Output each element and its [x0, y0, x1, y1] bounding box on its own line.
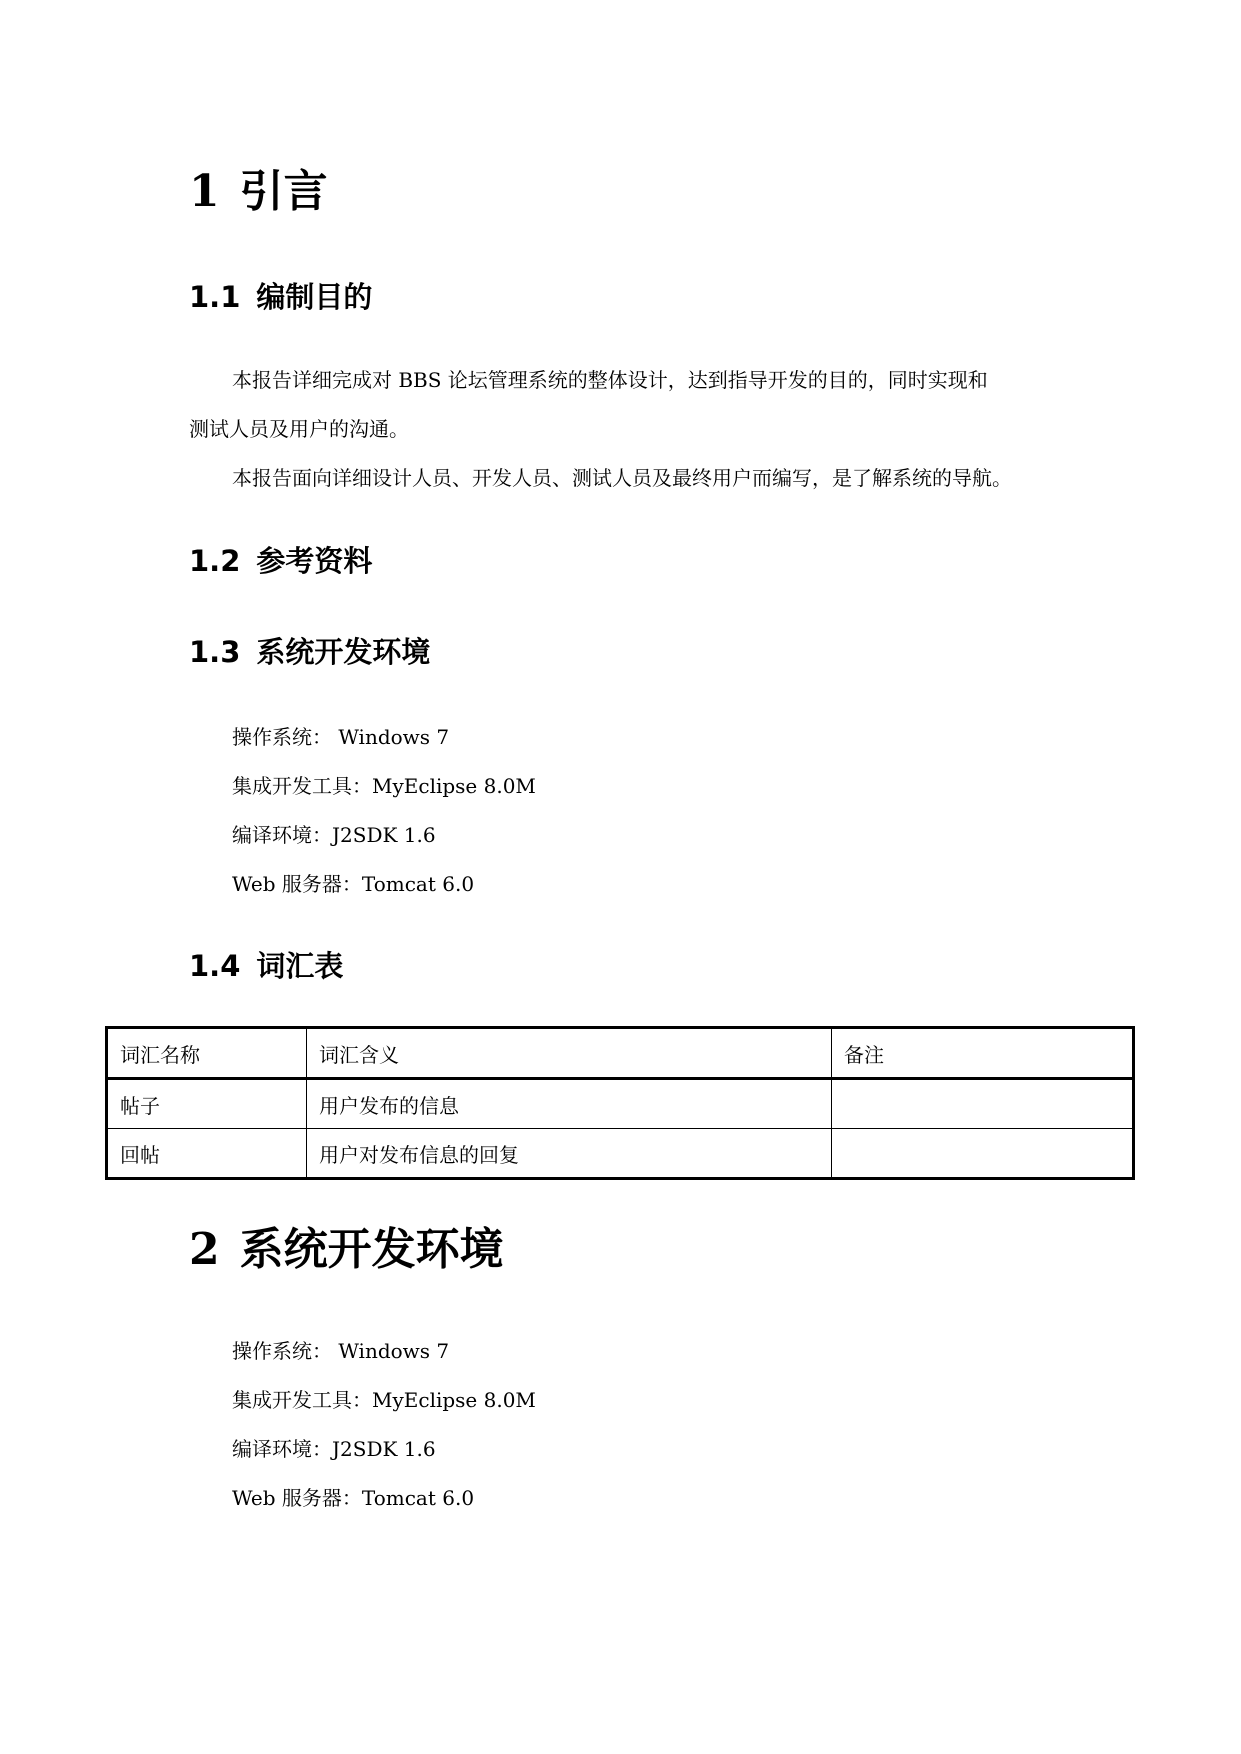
glossary-cell-term: 帖子	[107, 1079, 307, 1129]
purpose-paragraph-2: 本报告面向详细设计人员、开发人员、测试人员及最终用户而编写，是了解系统的导航。	[232, 466, 1012, 490]
table-row	[107, 1129, 1134, 1179]
section-1-4-title: 词汇表	[256, 949, 344, 983]
env-1-3-os: 操作系统： Windows 7	[232, 725, 450, 749]
section-2-number: 2	[189, 1224, 220, 1275]
section-1-1-number: 1.1	[189, 280, 241, 314]
purpose-paragraph-1-line-2: 测试人员及用户的沟通。	[189, 417, 409, 441]
section-1-3-title: 系统开发环境	[256, 635, 431, 669]
env-2-os: 操作系统： Windows 7	[232, 1339, 450, 1363]
section-1-1-title: 编制目的	[256, 280, 373, 314]
section-1-heading	[189, 166, 328, 217]
env-2-ide: 集成开发工具：MyEclipse 8.0M	[232, 1388, 536, 1412]
glossary-cell-term: 回帖	[107, 1129, 307, 1179]
section-1-4-number: 1.4	[189, 949, 241, 983]
glossary-header-row	[107, 1028, 1134, 1079]
env-1-3-ide: 集成开发工具：MyEclipse 8.0M	[232, 774, 536, 798]
glossary-table	[105, 1026, 1135, 1180]
env-1-3-compiler: 编译环境：J2SDK 1.6	[232, 823, 436, 847]
section-1-1-heading	[189, 280, 373, 314]
glossary-cell-remarks	[832, 1129, 1134, 1179]
glossary-header-meaning: 词汇含义	[307, 1028, 832, 1079]
env-2-compiler: 编译环境：J2SDK 1.6	[232, 1437, 436, 1461]
purpose-paragraph-1-line-1: 本报告详细完成对 BBS 论坛管理系统的整体设计，达到指导开发的目的，同时实现和	[232, 368, 988, 392]
glossary-header-remarks: 备注	[832, 1028, 1134, 1079]
section-2-heading	[189, 1224, 504, 1275]
section-1-2-heading	[189, 544, 373, 578]
env-2-web-server: Web 服务器：Tomcat 6.0	[232, 1486, 475, 1510]
glossary-cell-meaning: 用户对发布信息的回复	[307, 1129, 832, 1179]
glossary-header-term: 词汇名称	[107, 1028, 307, 1079]
section-1-3-heading	[189, 635, 431, 669]
section-2-title: 系统开发环境	[239, 1224, 504, 1275]
section-1-3-number: 1.3	[189, 635, 241, 669]
env-1-3-web-server: Web 服务器：Tomcat 6.0	[232, 872, 475, 896]
section-1-2-number: 1.2	[189, 544, 241, 578]
section-1-2-title: 参考资料	[256, 544, 373, 578]
table-row	[107, 1079, 1134, 1129]
glossary-cell-meaning: 用户发布的信息	[307, 1079, 832, 1129]
section-1-4-heading	[189, 949, 344, 983]
section-1-number: 1	[189, 166, 220, 217]
section-1-title: 引言	[239, 166, 328, 217]
glossary-cell-remarks	[832, 1079, 1134, 1129]
